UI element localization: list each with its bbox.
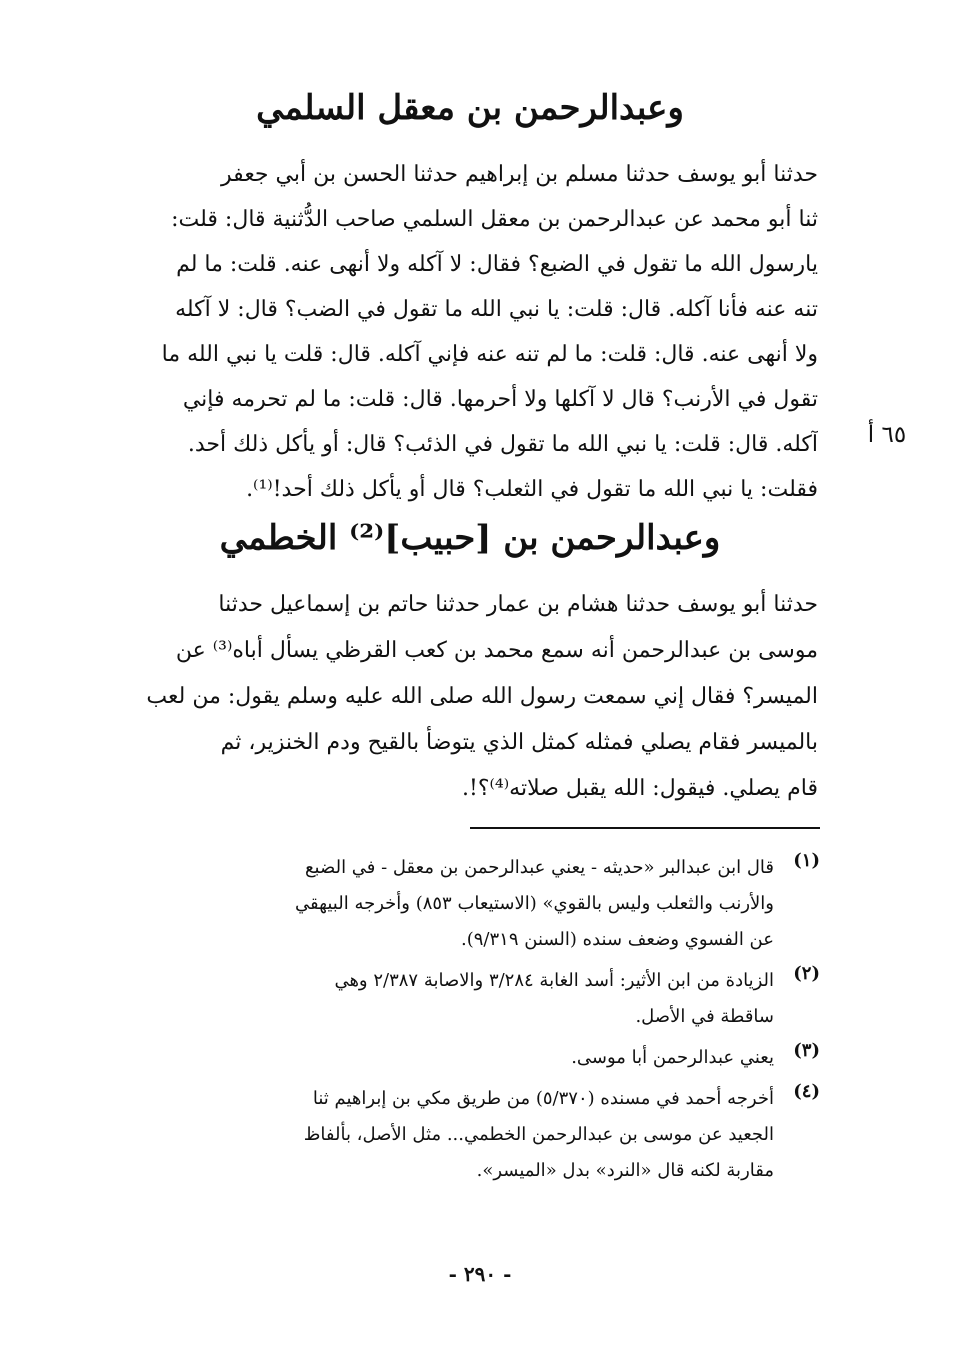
text-line: حدثنا أبو يوسف حدثنا هشام بن عمار حدثنا حاتم بن إسماعيل حدثنا <box>218 592 818 617</box>
text-line: ولا أنهى عنه. قال: قلت: ما لم تنه عنه فإني آكله. قال: قلت يا نبي الله ما <box>161 342 818 367</box>
text-line: تنه عنه فأنا آكله. قال: قلت: يا نبي الله ما تقول في الضب؟ قال: لا آكله <box>175 297 818 322</box>
section-body-1 <box>128 152 818 512</box>
footnote-number: (٤) <box>793 1081 820 1102</box>
footnote-line: يعني عبدالرحمن أبا موسى. <box>571 1047 774 1068</box>
footnote-line: ساقطة في الأصل. <box>635 1006 774 1027</box>
footnote-line: والأرنب والثعلب وليس بالقوي» (الاستيعاب ٨٥٣) وأخرجه البيهقي <box>294 893 774 914</box>
text-line: بالميسر فقام يصلي فمثله كمثل الذي يتوضأ بالقيح ودم الخنزير، ثم <box>220 730 818 755</box>
text-line: تقول في الأرنب؟ قال لا آكلها ولا أحرمها. قال: قلت: ما لم تحرمه فإني <box>182 387 818 412</box>
footnote-line: قال ابن عبدالبر «حديثه - يعني عبدالرحمن بن معقل - في الضبع <box>304 857 774 878</box>
text-line: آكله. قال: قلت: يا نبي الله ما تقول في الذئب؟ قال: أو يأكل ذلك أحد. <box>187 432 818 457</box>
footnote-line: عن الفسوي وضعف سنده (السنن ٩/٣١٩). <box>461 929 774 950</box>
text-line: يارسول الله ما تقول في الضبع؟ فقال: لا آكله ولا أنهى عنه. قلت: ما لم <box>176 252 818 277</box>
footnote-line: الجعيد عن موسى بن عبدالرحمن الخطمي... مثل الأصل، بألفاظ <box>303 1124 774 1145</box>
footnote-3 <box>185 1040 820 1076</box>
text-line: موسى بن عبدالرحمن أنه سمع محمد بن كعب القرظي يسأل أباه⁽³⁾ عن <box>175 638 818 663</box>
text-line: قام يصلي. فيقول: الله يقبل صلاته⁽⁴⁾؟!. <box>462 776 818 801</box>
footnotes <box>185 850 820 1194</box>
footnote-number: (٢) <box>793 963 820 984</box>
page-number: - ٢٩٠ - <box>448 1262 512 1286</box>
text-line: فقلت: يا نبي الله ما تقول في الثعلب؟ قال أو يأكل ذلك أحد!⁽¹⁾. <box>246 477 818 502</box>
text-line: حدثنا أبو يوسف حدثنا مسلم بن إبراهيم حدثنا الحسن بن أبي جعفر <box>221 162 818 187</box>
footnote-text <box>185 850 774 958</box>
text-line: ثنا أبو محمد عن عبدالرحمن بن معقل السلمي صاحب الدُّثنية قال: قلت: <box>171 207 818 232</box>
footnote-line: الزيادة من ابن الأثير: أسد الغابة ٣/٢٨٤ والاصابة ٢/٣٨٧ وهي <box>334 970 774 991</box>
footnote-line: أخرجه أحمد في مسنده (٥/٣٧٠) من طريق مكي بن إبراهيم ثنا <box>312 1088 774 1109</box>
footnote-line: مقاربة لكنه قال «النرد» بدل «الميسر». <box>476 1160 774 1181</box>
section-body-2 <box>128 582 818 812</box>
footnote-number: (١) <box>793 850 820 871</box>
section-title-2: وعبدالرحمن بن [حبيب]⁽²⁾ الخطمي <box>219 518 721 558</box>
footnote-1 <box>185 850 820 958</box>
footnote-text <box>185 963 774 1035</box>
section-title-1: وعبدالرحمن بن معقل السلمي <box>256 88 684 128</box>
footnote-4 <box>185 1081 820 1189</box>
footnote-text <box>185 1081 774 1189</box>
footnote-text <box>185 1040 774 1076</box>
text-line: الميسر؟ فقال إني سمعت رسول الله صلى الله عليه وسلم يقول: من لعب <box>146 684 818 709</box>
margin-folio-note: ٦٥ أ <box>867 422 907 448</box>
footnote-divider <box>470 827 820 829</box>
footnote-number: (٣) <box>793 1040 820 1061</box>
footnote-2 <box>185 963 820 1035</box>
